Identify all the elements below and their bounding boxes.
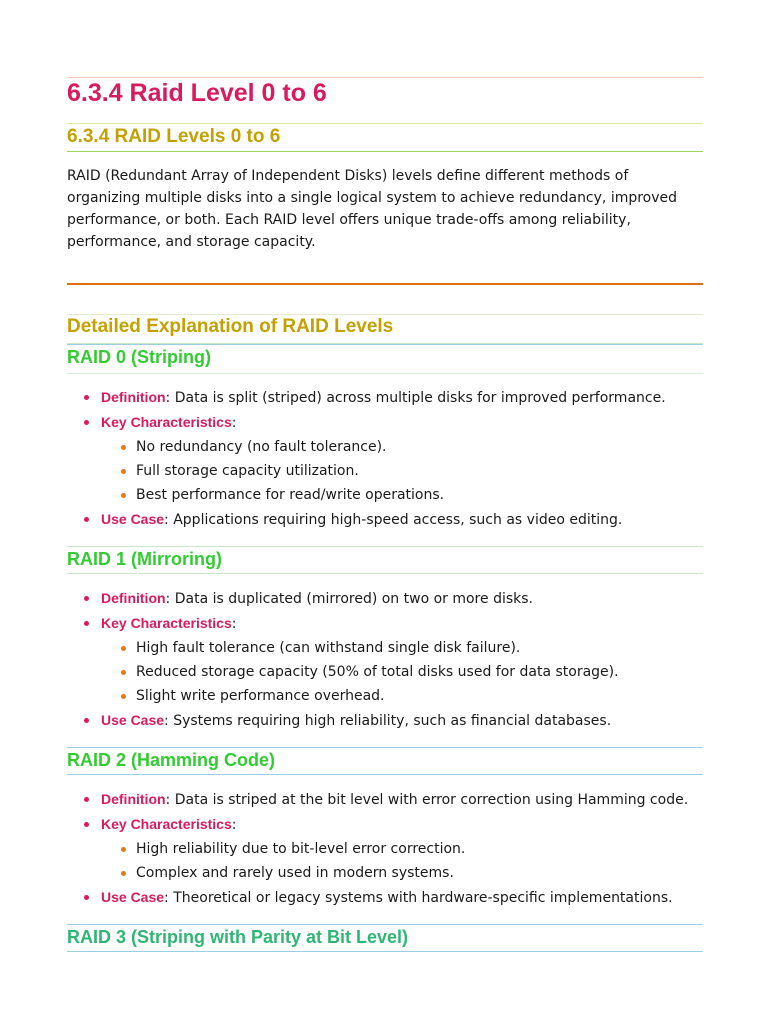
list-item: No redundancy (no fault tolerance). <box>101 435 703 459</box>
list-item: Definition: Data is duplicated (mirrored) on two or more disks. <box>67 586 703 611</box>
subtitle-rule <box>67 151 703 152</box>
list-item: Key Characteristics: High fault tolerance (can withstand single disk failure). Reduced storage capacity (50% of total disks used for data storage). Slight write performance overhead. <box>67 611 703 708</box>
key-characteristics-label: Key Characteristics <box>101 816 232 832</box>
list-item: Key Characteristics: High reliability due to bit-level error correction. Complex and rarely used in modern systems. <box>67 812 703 885</box>
raid1-heading: RAID 1 (Mirroring) <box>67 549 222 569</box>
intro-paragraph: RAID (Redundant Array of Independent Disks) levels define different methods of organizing multiple disks into a single logical system to achieve redundancy, improved performance, or both. Each RAID level offers unique trade-offs among reliability, performance, and storage capacity. <box>67 168 678 250</box>
subtitle: 6.3.4 RAID Levels 0 to 6 <box>67 126 281 147</box>
list-item: Complex and rarely used in modern systems. <box>101 861 703 885</box>
raid1-characteristics <box>101 636 703 708</box>
key-characteristics-label: Key Characteristics <box>101 615 232 631</box>
list-item: Full storage capacity utilization. <box>101 459 703 483</box>
list-item: Reduced storage capacity (50% of total disks used for data storage). <box>101 660 703 684</box>
document-content <box>67 77 703 952</box>
raid2-list <box>67 787 703 910</box>
list-item: Use Case: Theoretical or legacy systems with hardware-specific implementations. <box>67 885 703 910</box>
definition-label: Definition <box>101 389 166 405</box>
list-item: High fault tolerance (can withstand single disk failure). <box>101 636 703 660</box>
raid0-heading: RAID 0 (Striping) <box>67 347 211 367</box>
raid0-characteristics <box>101 435 703 507</box>
list-item: Use Case: Systems requiring high reliability, such as financial databases. <box>67 708 703 733</box>
list-item: Key Characteristics: No redundancy (no fault tolerance). Full storage capacity utilization. Best performance for read/write operations. <box>67 410 703 507</box>
definition-label: Definition <box>101 791 166 807</box>
raid2-characteristics <box>101 837 703 885</box>
title-bottom-rule <box>67 123 703 124</box>
raid3-heading: RAID 3 (Striping with Parity at Bit Level) <box>67 927 409 947</box>
raid0-heading-rule <box>67 373 703 374</box>
section-heading: Detailed Explanation of RAID Levels <box>67 316 394 337</box>
use-case-label: Use Case <box>101 712 165 728</box>
list-item: Slight write performance overhead. <box>101 684 703 708</box>
section-divider <box>67 283 703 285</box>
list-item: Best performance for read/write operations. <box>101 483 703 507</box>
definition-label: Definition <box>101 590 166 606</box>
raid1-heading-rule <box>67 573 703 574</box>
list-item: Definition: Data is striped at the bit level with error correction using Hamming code. <box>67 787 703 812</box>
page-title: 6.3.4 Raid Level 0 to 6 <box>67 79 327 107</box>
raid2-heading: RAID 2 (Hamming Code) <box>67 750 276 770</box>
key-characteristics-label: Key Characteristics <box>101 414 232 430</box>
list-item: Use Case: Applications requiring high-speed access, such as video editing. <box>67 507 703 532</box>
raid2-heading-rule <box>67 774 703 775</box>
raid3-heading-rule <box>67 951 703 952</box>
raid0-list <box>67 385 703 532</box>
use-case-label: Use Case <box>101 511 165 527</box>
list-item: High reliability due to bit-level error correction. <box>101 837 703 861</box>
list-item: Definition: Data is split (striped) across multiple disks for improved performance. <box>67 385 703 410</box>
use-case-label: Use Case <box>101 889 165 905</box>
raid1-list <box>67 586 703 733</box>
